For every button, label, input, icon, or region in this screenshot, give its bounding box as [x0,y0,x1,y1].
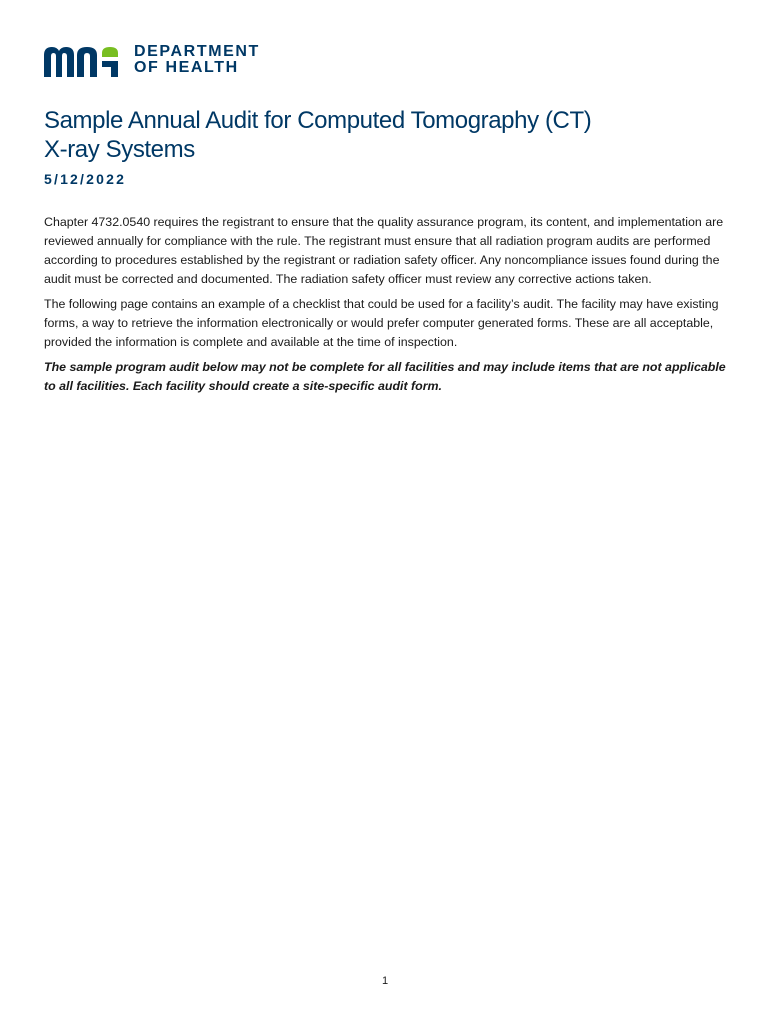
logo-line-department: DEPARTMENT [134,43,260,60]
document-body [44,213,734,396]
mn-logo-icon [44,43,122,77]
title-line-2: X-ray Systems [44,136,195,163]
intro-paragraph: Chapter 4732.0540 requires the registrant to ensure that the quality assurance program, its content, and implementation are reviewed annually for compliance with the rule. The registrant must ensure that all radiation program audits are performed according to procedures established by the registrant or radiation safety officer. Any noncompliance issues found during the audit must be corrected and documented. The radiation safety officer must review any corrective actions taken. [44,215,724,286]
logo-text [134,44,260,76]
department-logo [44,43,260,77]
document-title [44,106,734,164]
document-date: 5/12/2022 [44,171,127,187]
disclaimer-note: The sample program audit below may not be complete for all facilities and may include items that are not applicable to all facilities. Each facility should create a site-specific audit form. [44,360,726,393]
logo-line-of-health: OF HEALTH [134,59,239,76]
page-number: 1 [381,975,389,987]
checklist-paragraph: The following page contains an example of a checklist that could be used for a facility’s audit. The facility may have existing forms, a way to retrieve the information electronically or would prefer computer generated forms. These are all acceptable, provided the information is complete and available at the time of inspection. [44,297,719,349]
title-line-1: Sample Annual Audit for Computed Tomography (CT) [44,107,592,134]
